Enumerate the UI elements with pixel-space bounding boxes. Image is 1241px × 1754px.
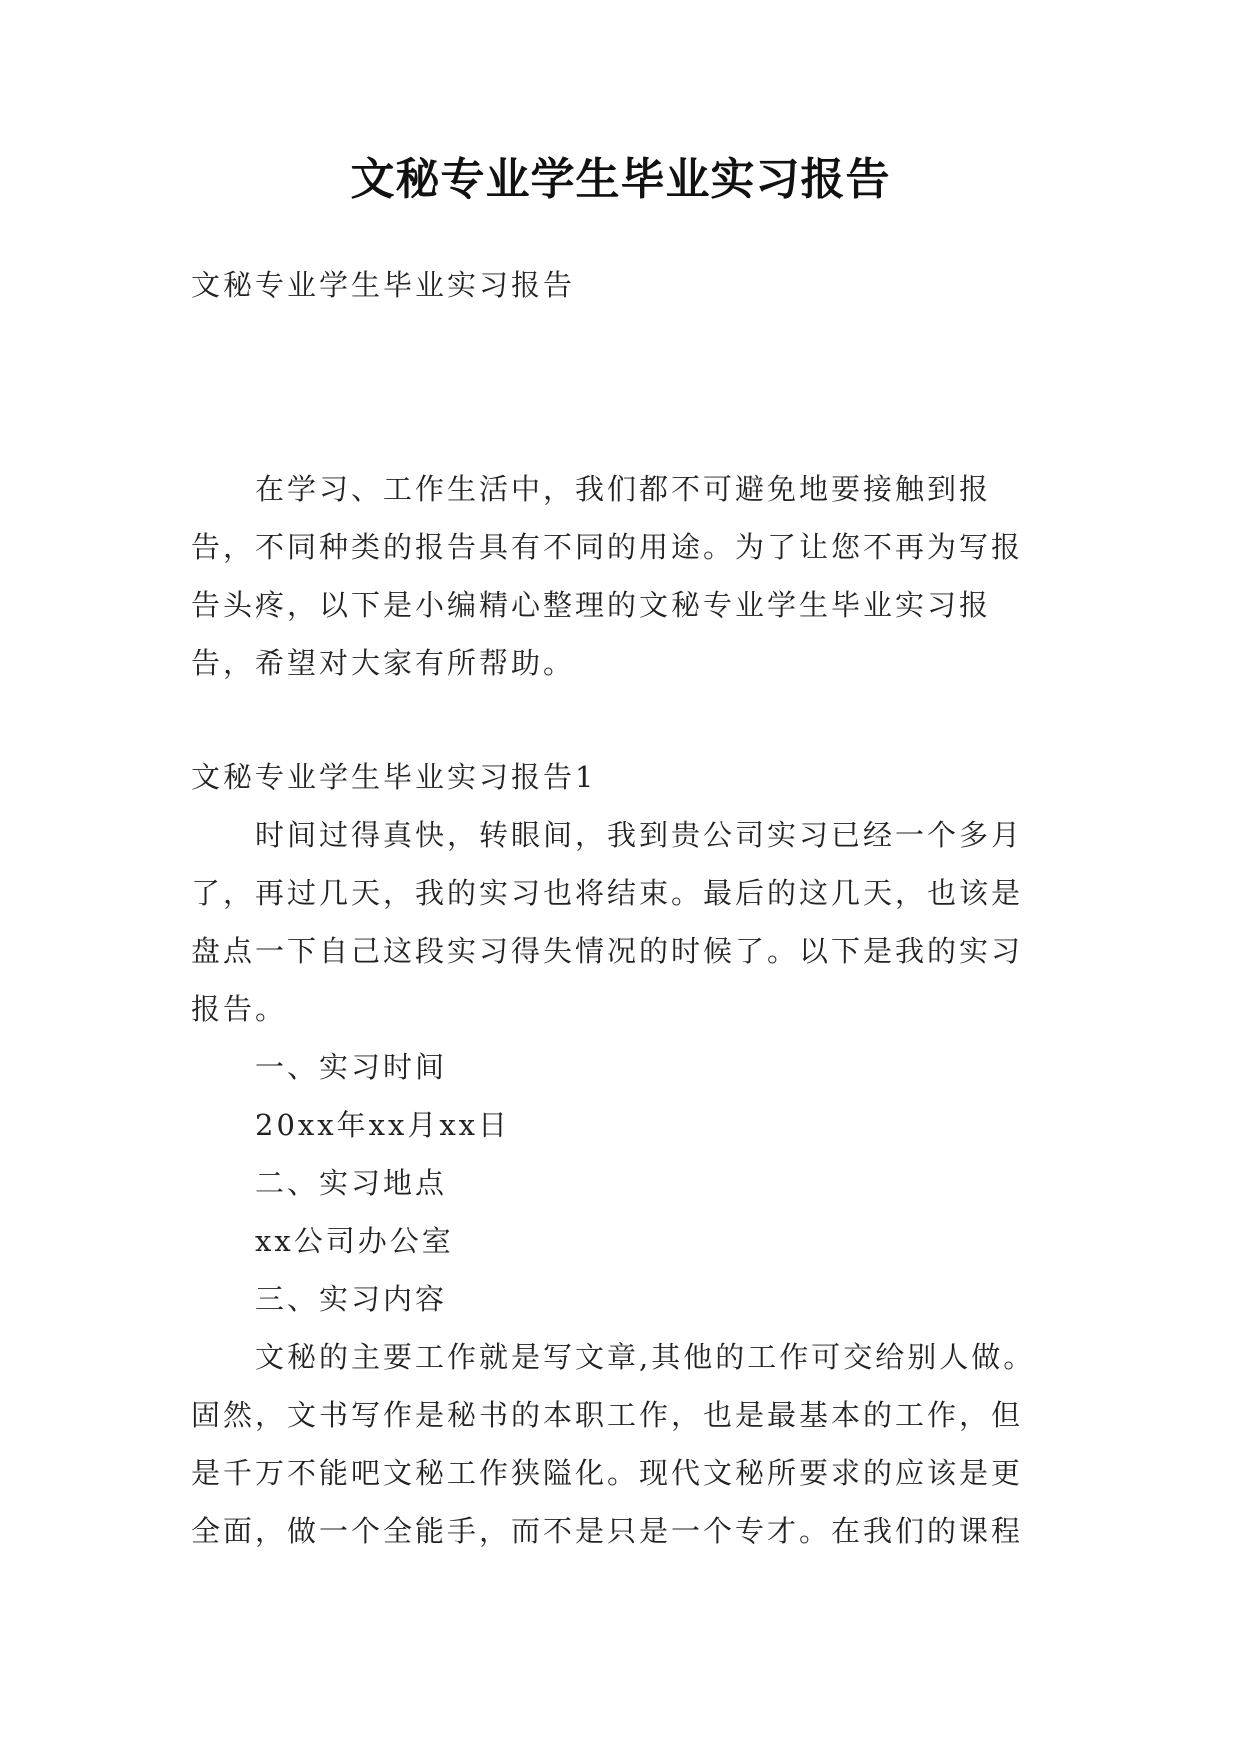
item-heading-location: 二、实习地点 — [255, 1166, 448, 1200]
item-value-location: xx公司办公室 — [255, 1224, 454, 1258]
item-heading-content: 三、实习内容 — [255, 1282, 448, 1316]
item-heading-time: 一、实习时间 — [255, 1050, 448, 1084]
document-subtitle: 文秘专业学生毕业实习报告 — [191, 268, 576, 302]
body-paragraph-2: 文秘的主要工作就是写文章,其他的工作可交给别人做。固然，文书写作是秘书的本职工作，也是最基本的工作，但是千万不能吧文秘工作狭隘化。现代文秘所要求的应该是更全面，做一个全能手，而不是只是一个专才。在我们的课程 — [191, 1340, 1036, 1548]
intro-paragraph: 在学习、工作生活中，我们都不可避免地要接触到报告，不同种类的报告具有不同的用途。为了让您不再为写报告头疼，以下是小编精心整理的文秘专业学生毕业实习报告，希望对大家有所帮助。 — [191, 472, 1024, 680]
item-value-time: 20xx年xx月xx日 — [255, 1108, 511, 1142]
document-title: 文秘专业学生毕业实习报告 — [350, 154, 891, 205]
body-paragraph-1: 时间过得真快，转眼间，我到贵公司实习已经一个多月了，再过几天，我的实习也将结束。最后的这几天，也该是盘点一下自己这段实习得失情况的时候了。以下是我的实习报告。 — [191, 818, 1024, 1026]
section-heading: 文秘专业学生毕业实习报告1 — [191, 760, 597, 794]
